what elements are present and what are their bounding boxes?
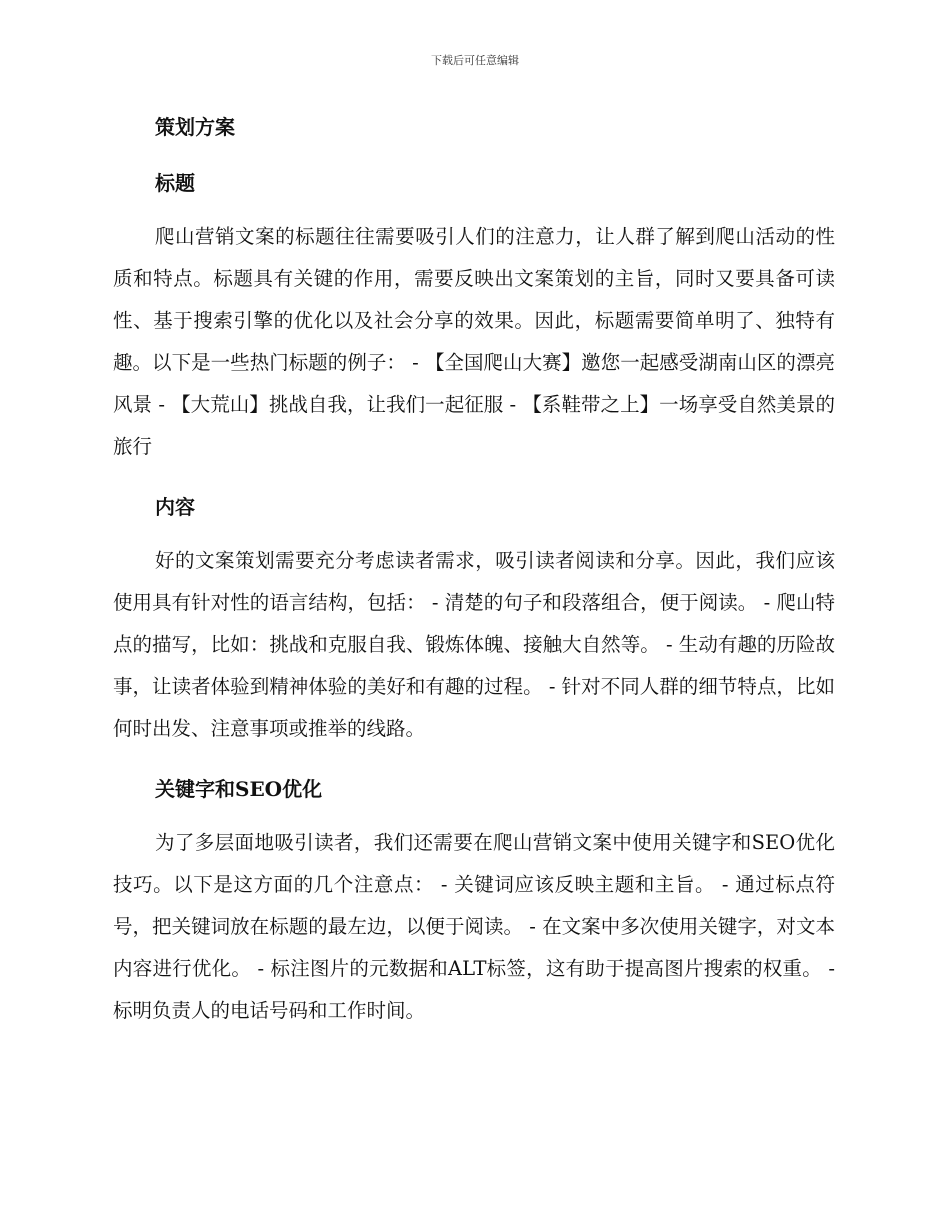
section-paragraph-seo: 为了多层面地吸引读者，我们还需要在爬山营销文案中使用关键字和SEO优化技巧。以下是这方面的几个注意点： - 关键词应该反映主题和主旨。 - 通过标点符号，把关键词放在标题的最左边，以便于阅读。 - 在文案中多次使用关键字，对文本内容进行优化。 - 标注图片的元数据和ALT标签，这有助于提高图片搜索的权重。 - 标明负责人的电话号码和工作时间。: [113, 831, 835, 1022]
document-title: 策划方案: [155, 115, 235, 139]
section-heading-seo: 关键字和SEO优化: [155, 777, 323, 801]
section-paragraph-title: 爬山营销文案的标题往往需要吸引人们的注意力，让人群了解到爬山活动的性质和特点。标题具有关键的作用，需要反映出文案策划的主旨，同时又要具备可读性、基于搜索引擎的优化以及社会分享的效果。因此，标题需要简单明了、独特有趣。以下是一些热门标题的例子： - 【全国爬山大赛】邀您一起感受湖南山区的漂亮风景 - 【大荒山】挑战自我，让我们一起征服 - 【系鞋带之上】一场享受自然美景的旅行: [113, 225, 835, 458]
document-body: [113, 112, 835, 1056]
page-header: 下载后可任意编辑: [431, 54, 519, 67]
section-paragraph-content: 好的文案策划需要充分考虑读者需求，吸引读者阅读和分享。因此，我们应该使用具有针对性的语言结构，包括： - 清楚的句子和段落组合，便于阅读。 - 爬山特点的描写，比如：挑战和克服自我、锻炼体魄、接触大自然等。 - 生动有趣的历险故事，让读者体验到精神体验的美好和有趣的过程。 - 针对不同人群的细节特点，比如何时出发、注意事项或推举的线路。: [113, 549, 835, 740]
section-heading-content: 内容: [155, 495, 195, 519]
section-heading-title: 标题: [155, 171, 195, 195]
